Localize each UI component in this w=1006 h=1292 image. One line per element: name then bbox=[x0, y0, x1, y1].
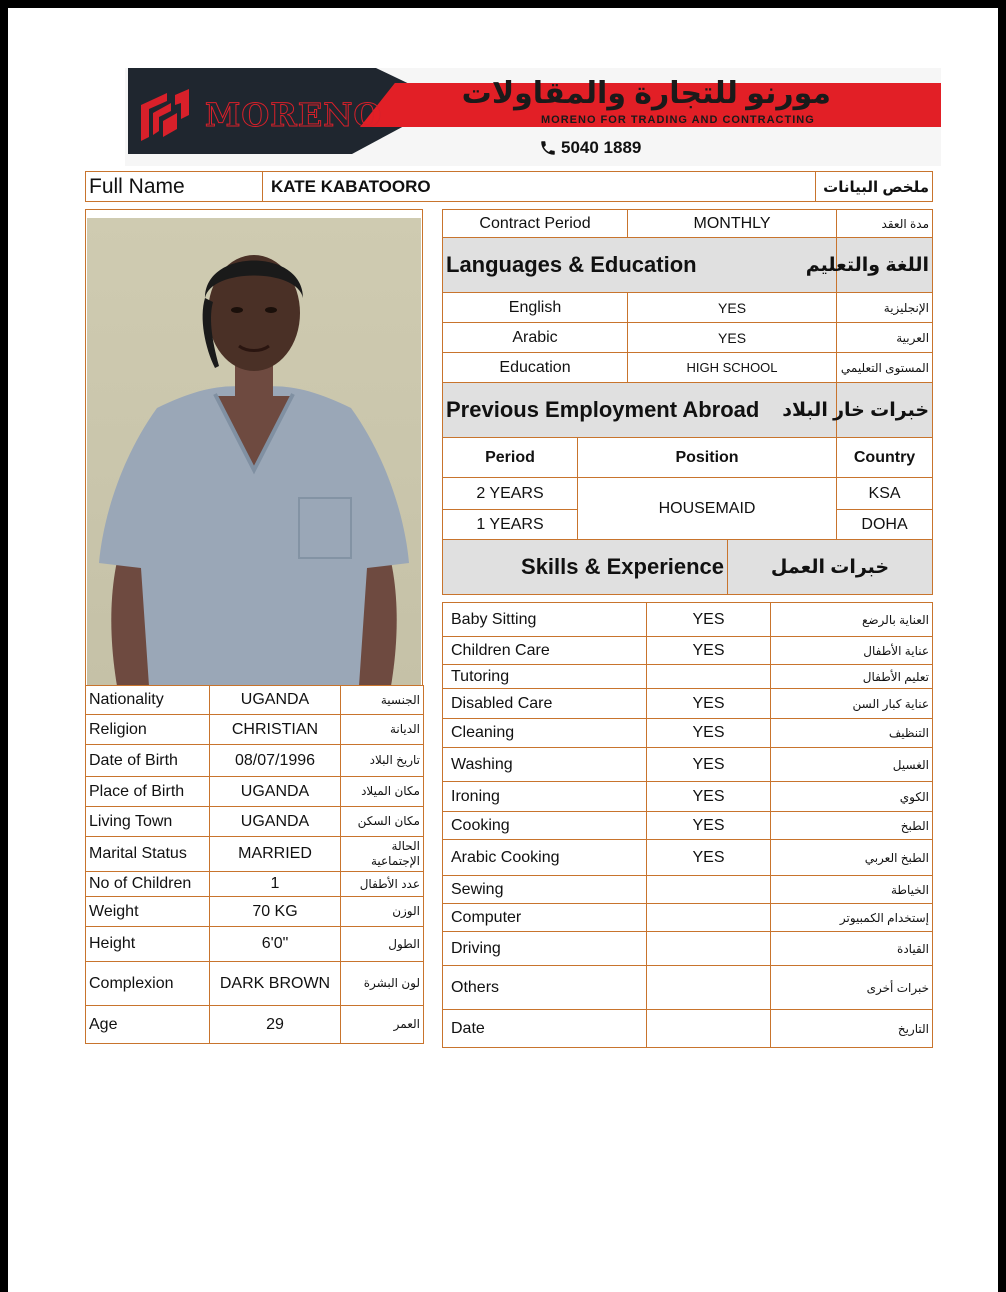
employment-section-title: Previous Employment Abroad bbox=[443, 383, 837, 438]
skill-label: Tutoring bbox=[443, 665, 647, 689]
personal-info-table bbox=[85, 685, 424, 1044]
skill-row-washing bbox=[443, 748, 933, 782]
personal-label: Living Town bbox=[86, 807, 210, 837]
personal-label-ar: مكان الميلاد bbox=[341, 777, 424, 807]
skill-label: Disabled Care bbox=[443, 689, 647, 719]
skill-label: Computer bbox=[443, 904, 647, 932]
skill-row-arabic-cooking bbox=[443, 840, 933, 876]
skills-table bbox=[442, 602, 933, 1048]
employment-period-2: 1 YEARS bbox=[443, 510, 578, 540]
company-header bbox=[125, 68, 941, 166]
skill-value: YES bbox=[647, 689, 771, 719]
employment-header-country: Country bbox=[837, 438, 933, 478]
personal-label: Religion bbox=[86, 715, 210, 745]
employment-header-period: Period bbox=[443, 438, 578, 478]
skill-label: Date bbox=[443, 1010, 647, 1048]
personal-label-ar: تاريخ البلاد bbox=[341, 745, 424, 777]
personal-label: Marital Status bbox=[86, 837, 210, 872]
education-label: Education bbox=[443, 353, 628, 383]
skills-section-title-ar: خبرات العمل bbox=[728, 540, 933, 595]
personal-label: Date of Birth bbox=[86, 745, 210, 777]
language-english-value: YES bbox=[628, 293, 837, 323]
skill-label: Others bbox=[443, 966, 647, 1010]
personal-row-height bbox=[86, 927, 424, 962]
skill-value bbox=[647, 1010, 771, 1048]
contract-languages-employment-table bbox=[442, 209, 933, 595]
language-arabic-label: Arabic bbox=[443, 323, 628, 353]
candidate-portrait-illustration bbox=[87, 218, 421, 686]
personal-label-ar: الديانة bbox=[341, 715, 424, 745]
moreno-logo-icon bbox=[137, 85, 193, 143]
skill-value bbox=[647, 665, 771, 689]
personal-row-place-of-birth bbox=[86, 777, 424, 807]
skill-row-computer bbox=[443, 904, 933, 932]
personal-value: UGANDA bbox=[210, 777, 341, 807]
skill-label-ar: العناية بالرضع bbox=[771, 603, 933, 637]
personal-label: Height bbox=[86, 927, 210, 962]
personal-label: No of Children bbox=[86, 872, 210, 897]
personal-value: 6'0" bbox=[210, 927, 341, 962]
skill-label-ar: عناية الأطفال bbox=[771, 637, 933, 665]
skill-label-ar: الخياطة bbox=[771, 876, 933, 904]
full-name-label: Full Name bbox=[86, 172, 263, 202]
languages-section-title: Languages & Education bbox=[443, 238, 837, 293]
skill-value: YES bbox=[647, 782, 771, 812]
employment-position: HOUSEMAID bbox=[578, 478, 837, 540]
skill-label: Arabic Cooking bbox=[443, 840, 647, 876]
skill-label-ar: الكوي bbox=[771, 782, 933, 812]
personal-label: Weight bbox=[86, 897, 210, 927]
personal-value: UGANDA bbox=[210, 807, 341, 837]
personal-label-ar: عدد الأطفال bbox=[341, 872, 424, 897]
personal-value: UGANDA bbox=[210, 686, 341, 715]
skill-label-ar: القيادة bbox=[771, 932, 933, 966]
skill-value: YES bbox=[647, 812, 771, 840]
employment-period-1: 2 YEARS bbox=[443, 478, 578, 510]
languages-section-title-ar: اللغة والتعليم bbox=[837, 238, 933, 293]
skill-row-cleaning bbox=[443, 719, 933, 748]
skill-value: YES bbox=[647, 719, 771, 748]
personal-row-complexion bbox=[86, 962, 424, 1006]
skill-label: Washing bbox=[443, 748, 647, 782]
skill-label: Ironing bbox=[443, 782, 647, 812]
education-label-ar: المستوى التعليمي bbox=[837, 353, 933, 383]
phone-number bbox=[539, 138, 641, 158]
skills-section-title: Skills & Experience bbox=[443, 540, 728, 595]
skill-label: Cleaning bbox=[443, 719, 647, 748]
skill-value: YES bbox=[647, 840, 771, 876]
skill-label-ar: التاريخ bbox=[771, 1010, 933, 1048]
photo-frame bbox=[85, 209, 423, 686]
personal-value: DARK BROWN bbox=[210, 962, 341, 1006]
skill-row-baby-sitting bbox=[443, 603, 933, 637]
skill-value bbox=[647, 932, 771, 966]
personal-label: Complexion bbox=[86, 962, 210, 1006]
skill-row-ironing bbox=[443, 782, 933, 812]
personal-value: MARRIED bbox=[210, 837, 341, 872]
personal-value: 08/07/1996 bbox=[210, 745, 341, 777]
personal-row-age bbox=[86, 1006, 424, 1044]
skill-label-ar: خبرات أخرى bbox=[771, 966, 933, 1010]
skill-row-others bbox=[443, 966, 933, 1010]
logo-text: MORENO bbox=[205, 96, 383, 134]
contract-period-label-ar: مدة العقد bbox=[837, 210, 933, 238]
employment-country-1: KSA bbox=[837, 478, 933, 510]
personal-label-ar: الطول bbox=[341, 927, 424, 962]
summary-label-ar: ملخص البيانات bbox=[816, 172, 933, 202]
language-arabic-value: YES bbox=[628, 323, 837, 353]
skill-value: YES bbox=[647, 637, 771, 665]
personal-value: 29 bbox=[210, 1006, 341, 1044]
language-arabic-label-ar: العربية bbox=[837, 323, 933, 353]
personal-label-ar: مكان السكن bbox=[341, 807, 424, 837]
education-value: HIGH SCHOOL bbox=[628, 353, 837, 383]
personal-row-date-of-birth bbox=[86, 745, 424, 777]
skill-label-ar: التنظيف bbox=[771, 719, 933, 748]
skill-label: Cooking bbox=[443, 812, 647, 840]
personal-label: Place of Birth bbox=[86, 777, 210, 807]
personal-label-ar: لون البشرة bbox=[341, 962, 424, 1006]
personal-value: 70 KG bbox=[210, 897, 341, 927]
skill-label-ar: الطبخ bbox=[771, 812, 933, 840]
skill-row-cooking bbox=[443, 812, 933, 840]
personal-value: CHRISTIAN bbox=[210, 715, 341, 745]
language-english-label: English bbox=[443, 293, 628, 323]
skill-row-children-care bbox=[443, 637, 933, 665]
skill-row-tutoring bbox=[443, 665, 933, 689]
personal-label: Nationality bbox=[86, 686, 210, 715]
full-name-value: KATE KABATOORO bbox=[263, 172, 816, 202]
skill-label: Driving bbox=[443, 932, 647, 966]
skill-value: YES bbox=[647, 748, 771, 782]
phone-number-text: 5040 1889 bbox=[561, 138, 642, 157]
employment-section-title-ar: خبرات خار البلاد bbox=[837, 383, 933, 438]
skill-label-ar: عناية كبار السن bbox=[771, 689, 933, 719]
skill-label-ar: تعليم الأطفال bbox=[771, 665, 933, 689]
language-english-label-ar: الإنجليزية bbox=[837, 293, 933, 323]
personal-label-ar: الوزن bbox=[341, 897, 424, 927]
personal-row-marital-status bbox=[86, 837, 424, 872]
skill-row-driving bbox=[443, 932, 933, 966]
skill-value bbox=[647, 876, 771, 904]
skill-row-disabled-care bbox=[443, 689, 933, 719]
cv-sheet bbox=[8, 8, 998, 1292]
phone-icon bbox=[539, 139, 557, 157]
skill-label-ar: الغسيل bbox=[771, 748, 933, 782]
full-name-table bbox=[85, 171, 933, 202]
skill-label: Baby Sitting bbox=[443, 603, 647, 637]
employment-header-position: Position bbox=[578, 438, 837, 478]
contract-period-value: MONTHLY bbox=[628, 210, 837, 238]
personal-row-living-town bbox=[86, 807, 424, 837]
brand-name-arabic: مورنو للتجارة والمقاولات bbox=[461, 77, 831, 110]
personal-label: Age bbox=[86, 1006, 210, 1044]
skill-row-sewing bbox=[443, 876, 933, 904]
personal-label-ar: الجنسية bbox=[341, 686, 424, 715]
personal-row-nationality bbox=[86, 686, 424, 715]
skill-value bbox=[647, 966, 771, 1010]
personal-value: 1 bbox=[210, 872, 341, 897]
personal-row-no-of-children bbox=[86, 872, 424, 897]
personal-row-religion bbox=[86, 715, 424, 745]
personal-label-ar: العمر bbox=[341, 1006, 424, 1044]
skill-label: Sewing bbox=[443, 876, 647, 904]
employment-country-2: DOHA bbox=[837, 510, 933, 540]
personal-row-weight bbox=[86, 897, 424, 927]
skill-label-ar: إستخدام الكمبيوتر bbox=[771, 904, 933, 932]
candidate-photo bbox=[87, 218, 421, 686]
skill-value bbox=[647, 904, 771, 932]
brand-name-english: MORENO FOR TRADING AND CONTRACTING bbox=[541, 114, 815, 126]
contract-period-label: Contract Period bbox=[443, 210, 628, 238]
skill-label-ar: الطبخ العربي bbox=[771, 840, 933, 876]
personal-label-ar: الحالة الإجتماعية bbox=[341, 837, 424, 872]
skill-value: YES bbox=[647, 603, 771, 637]
skill-label: Children Care bbox=[443, 637, 647, 665]
skill-row-date bbox=[443, 1010, 933, 1048]
